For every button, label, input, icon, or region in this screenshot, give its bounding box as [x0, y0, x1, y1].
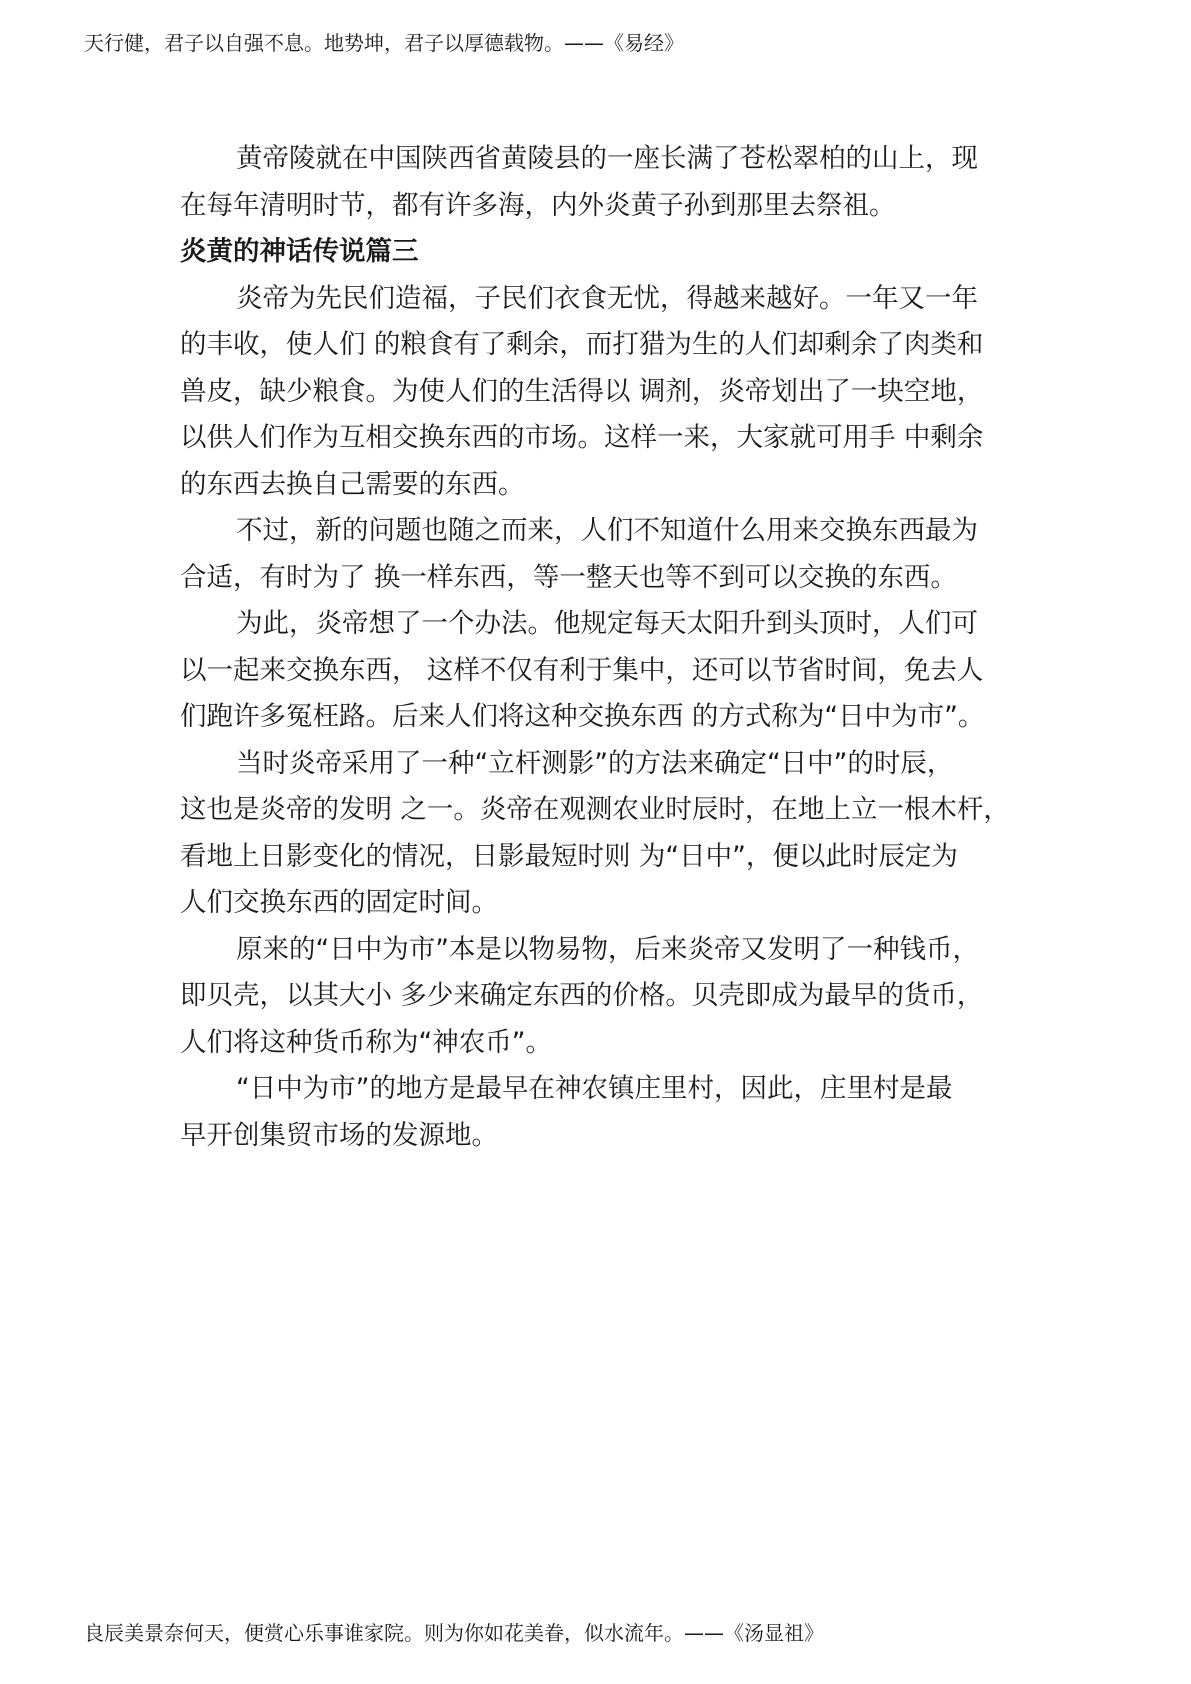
paragraph-line: 合适，有时为了 换一样东西，等一整天也等不到可以交换的东西。 [180, 561, 957, 593]
paragraph-line: 即贝壳，以其大小 多少来确定东西的价格。贝壳即成为最早的货币， [180, 980, 984, 1011]
paragraph-line: 当时炎帝采用了一种“立杆测影”的方法来确定“日中”的时辰， [236, 747, 954, 779]
paragraph-line: 人们将这种货币称为“神农币”。 [180, 1026, 552, 1058]
paragraph-line: 的丰收，使人们 的粮食有了剩余，而打猎为生的人们却剩余了肉类和 [180, 329, 984, 360]
section-heading: 炎黄的神话传说篇三 [180, 236, 419, 267]
header-quote: 天行健，君子以自强不息。地势坤，君子以厚德载物。——《易经》 [84, 31, 684, 55]
paragraph-line: 们跑许多冤枉路。后来人们将这种交换东西 的方式称为“日中为市”。 [180, 701, 985, 732]
paragraph-line: 为此，炎帝想了一个办法。他规定每天太阳升到头顶时，人们可 [236, 608, 978, 639]
paragraph-line: 早开创集贸市场的发源地。 [180, 1119, 498, 1151]
paragraph-line: 的东西去换自己需要的东西。 [180, 468, 525, 500]
paragraph-line: 炎帝为先民们造福，子民们衣食无忧，得越来越好。一年又一年 [236, 282, 978, 314]
document-body [180, 136, 1035, 1159]
paragraph-line: 这也是炎帝的发明 之一。炎帝在观测农业时辰时，在地上立一根木杆， [180, 794, 1010, 825]
paragraph-line: “日中为市”的地方是最早在神农镇庄里村，因此，庄里村是最 [236, 1073, 953, 1104]
footer-quote: 良辰美景奈何天，便赏心乐事谁家院。则为你如花美眷，似水流年。——《汤显祖》 [84, 1621, 824, 1645]
paragraph-line: 以供人们作为互相交换东西的市场。这样一来，大家就可用手 中剩余 [180, 422, 984, 453]
paragraph-line: 以一起来交换东西， 这样不仅有利于集中，还可以节省时间，免去人 [180, 654, 984, 686]
paragraph-line: 看地上日影变化的情况，日影最短时则 为“日中”，便以此时辰定为 [180, 840, 958, 872]
paragraph-line: 原来的“日中为市”本是以物易物，后来炎帝又发明了一种钱币， [236, 933, 979, 965]
paragraph-line: 兽皮，缺少粮食。为使人们的生活得以 调剂，炎帝划出了一块空地， [180, 375, 984, 407]
paragraph-line: 不过，新的问题也随之而来，人们不知道什么用来交换东西最为 [236, 515, 978, 546]
paragraph-line: 人们交换东西的固定时间。 [180, 887, 498, 918]
paragraph-line: 黄帝陵就在中国陕西省黄陵县的一座长满了苍松翠柏的山上，现 [236, 143, 978, 174]
paragraph-line: 在每年清明时节，都有许多海，内外炎黄子孙到那里去祭祖。 [180, 189, 896, 221]
